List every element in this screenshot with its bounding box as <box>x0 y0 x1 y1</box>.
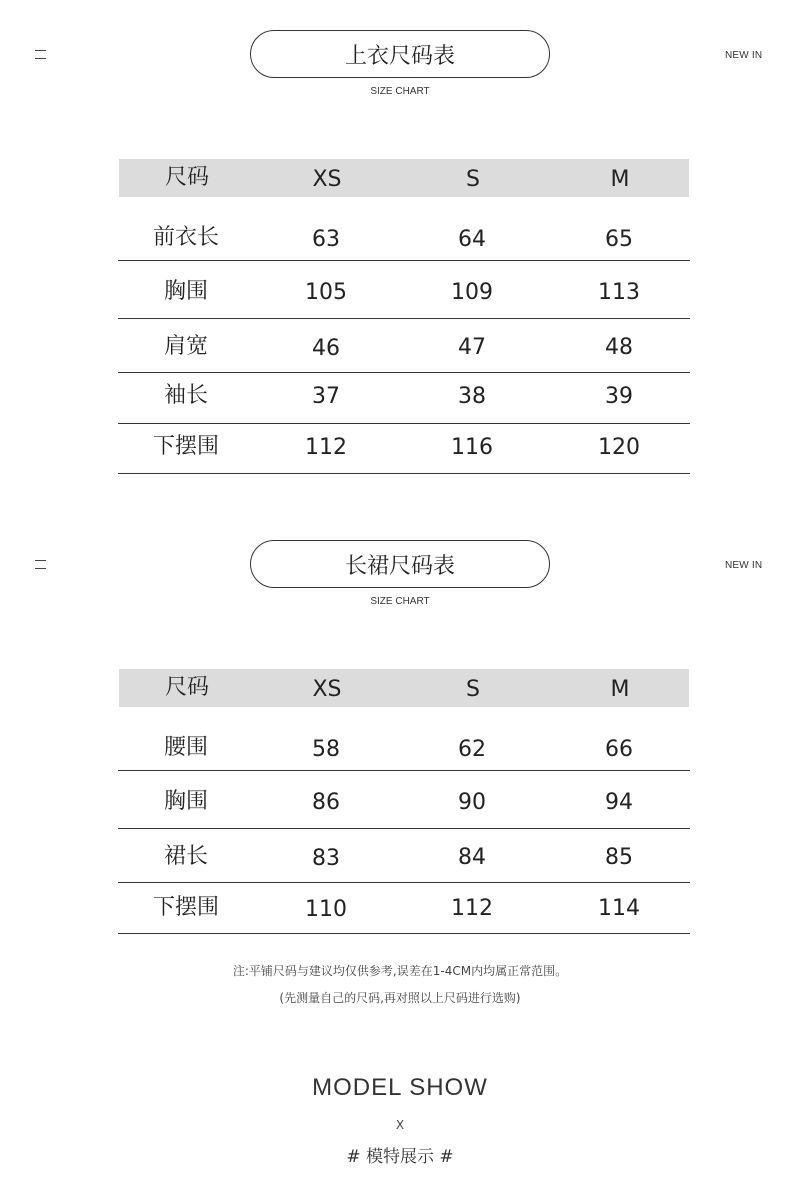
row-value-m: 85 <box>605 845 633 870</box>
row-value-s: 109 <box>451 280 493 305</box>
row-label: 胸围 <box>163 279 208 304</box>
row-divider <box>118 882 690 883</box>
row-value-m: 39 <box>605 384 633 409</box>
row-divider <box>118 770 690 771</box>
header-cell-xs: XS <box>312 677 342 702</box>
row-value-m: 120 <box>598 435 640 460</box>
row-value-s: 38 <box>458 384 486 409</box>
skirt-size-table <box>118 669 690 939</box>
model-show-title: MODEL SHOW <box>312 1074 488 1101</box>
header-cell-m: M <box>610 677 630 702</box>
row-value-s: 116 <box>451 435 493 460</box>
row-label: 下摆围 <box>152 434 219 459</box>
row-label: 裙长 <box>163 844 208 869</box>
row-divider <box>118 260 690 261</box>
row-label: 肩宽 <box>163 334 208 359</box>
row-label: 前衣长 <box>152 225 219 250</box>
row-value-m: 48 <box>605 335 633 360</box>
header-cell-size: 尺码 <box>164 675 209 700</box>
row-divider <box>118 318 690 319</box>
row-value-xs: 37 <box>312 384 340 409</box>
header-cell-m: M <box>610 167 630 192</box>
size-note-line-1: 注:平铺尺码与建议均仅供参考,误差在1-4CM内均属正常范围。 <box>232 964 568 978</box>
row-value-xs: 105 <box>305 280 347 305</box>
header-cell-s: S <box>466 167 480 192</box>
row-value-s: 90 <box>458 790 486 815</box>
row-value-s: 64 <box>458 227 486 252</box>
row-value-m: 94 <box>605 790 633 815</box>
row-label: 袖长 <box>163 383 208 408</box>
row-value-xs: 86 <box>312 790 340 815</box>
row-divider <box>118 372 690 373</box>
row-value-xs: 112 <box>305 435 347 460</box>
header-cell-s: S <box>466 677 480 702</box>
skirt-chart-title <box>250 540 550 588</box>
new-in-label: NEW IN <box>725 560 763 571</box>
row-label: 下摆围 <box>152 895 219 920</box>
menu-lines-icon <box>35 560 46 569</box>
row-divider <box>118 423 690 424</box>
row-label: 胸围 <box>163 789 208 814</box>
size-chart-subtitle: SIZE CHART <box>370 596 430 607</box>
row-value-s: 112 <box>451 896 493 921</box>
row-value-xs: 63 <box>312 227 340 252</box>
row-value-xs: 46 <box>312 336 340 361</box>
row-value-s: 62 <box>458 737 486 762</box>
skirt-chart-title-text: 长裙尺码表 <box>344 553 455 579</box>
row-value-xs: 58 <box>312 737 340 762</box>
row-value-s: 84 <box>458 845 486 870</box>
row-divider <box>118 828 690 829</box>
size-note-line-2: (先测量自己的尺码,再对照以上尺码进行选购) <box>279 991 521 1005</box>
row-label: 腰围 <box>163 735 208 760</box>
size-chart-subtitle: SIZE CHART <box>370 86 430 97</box>
top-chart-title-text: 上衣尺码表 <box>344 43 455 69</box>
header-cell-xs: XS <box>312 167 342 192</box>
top-size-table <box>118 159 690 479</box>
table-header-row <box>119 159 689 197</box>
row-value-m: 65 <box>605 227 633 252</box>
row-value-s: 47 <box>458 335 486 360</box>
table-header-row <box>119 669 689 707</box>
menu-lines-icon <box>35 50 46 59</box>
row-divider <box>118 473 690 474</box>
row-value-xs: 110 <box>305 897 347 922</box>
row-value-xs: 83 <box>312 846 340 871</box>
row-divider <box>118 933 690 934</box>
row-value-m: 113 <box>598 280 640 305</box>
row-value-m: 66 <box>605 737 633 762</box>
top-chart-title <box>250 30 550 78</box>
new-in-label: NEW IN <box>725 50 763 61</box>
row-value-m: 114 <box>598 896 640 921</box>
model-show-separator: X <box>395 1118 405 1132</box>
header-cell-size: 尺码 <box>164 165 209 190</box>
model-show-subtitle: # 模特展示 # <box>346 1147 454 1167</box>
